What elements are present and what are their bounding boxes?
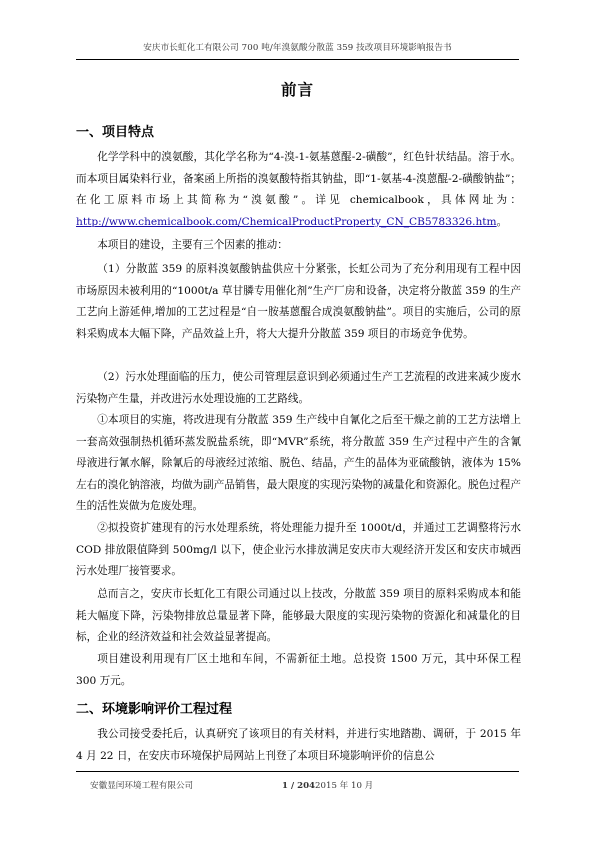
page-number: 1 / 204: [282, 781, 316, 791]
paragraph-drivers-intro: 本项目的建设，主要有三个因素的推动：: [97, 239, 288, 251]
header-divider: [76, 59, 519, 60]
footer-divider: [76, 771, 519, 772]
paragraph-definition: [76, 147, 521, 233]
paragraph-measure-2: ②拟投资扩建现有的污水处理系统，将处理能力提升至 1000t/d，并通过工艺调整将污水 COD 排放限值降到 500mg/l 以下，使企业污水排放满足安庆市大观经济开发区和安庆市城西污水处理厂接管要求。: [76, 522, 521, 578]
paragraph-driver-1: （1）分散蓝 359 的原料溴氨酸钠盐供应十分紧张，长虹公司为了充分利用现有工程中因市场原因未被利用的“1000t/a 草甘膦专用催化剂”生产厂房和设备，决定将分散蓝 359 的生产工艺向上游延伸,增加的工艺过程是“自一胺基蒽醌合成溴氨酸钠盐”。项目的实施后，公司的原料采购成本大幅下降，产品效益上升，将大大提升分散蓝 359 项目的市场竞争优势。: [76, 263, 521, 340]
paragraph-summary: 总而言之，安庆市长虹化工有限公司通过以上技改，分散蓝 359 项目的原料采购成本和能耗大幅度下降，污染物排放总量显著下降，能够最大限度的实现污染物的资源化和减量化的目标，企业的经济效益和社会效益显著提高。: [76, 588, 521, 644]
footer-date: 2015 年 10 月: [315, 781, 374, 791]
paragraph-driver-2: （2）污水处理面临的压力，使公司管理层意识到必须通过生产工艺流程的改进来减少废水污染物产生量，并改进污水处理设施的工艺路线。: [76, 371, 521, 405]
footer-page-info: [282, 779, 373, 791]
paragraph-investment: 项目建设利用现有厂区土地和车间，不需新征土地。总投资 1500 万元，其中环保工程 300 万元。: [76, 653, 521, 687]
page-title: 前言: [280, 80, 314, 99]
paragraph-measure-1: ①本项目的实施，将改进现有分散蓝 359 生产线中自氰化之后至干燥之前的工艺方法增上一套高效强制热机循环蒸发脱盐系统，即“MVR”系统，将分散蓝 359 生产过程中产生的含氰母液进行氰水解，除氰后的母液经过浓缩、脱色、结晶，产生的晶体为亚硫酸钠，液体为 15%左右的溴化钠溶液，均做为副产品销售，最大限度的实现污染物的减量化和资源化。脱色过程产生的活性炭做为危废处理。: [76, 414, 521, 513]
footer-company: 安徽显闰环境工程有限公司: [90, 781, 194, 791]
section-heading-project-features: 一、项目特点: [76, 125, 155, 140]
paragraph-eia-process: 我公司接受委托后，认真研究了该项目的有关材料，并进行实地踏勘、调研，于 2015 年 4 月 22 日，在安庆市环境保护局网站上刊登了本项目环境影响评价的信息公: [76, 728, 521, 762]
paragraph-definition-end: 。: [496, 215, 508, 228]
paragraph-definition-text: 化学学科中的溴氨酸，其化学名称为“4-溴-1-氨基蒽醌-2-磺酸”，红色针状结晶。溶于水。而本项目属染料行业，备案函上所指的溴氨酸特指其钠盐，即“1-氨基-4-溴蒽醌-2-磺酸钠盐”；在化工原料市场上其简称为“溴氨酸”。详见 chemicalbook，具体网址为：: [76, 151, 521, 207]
chemicalbook-link[interactable]: http://www.chemicalbook.com/ChemicalProductProperty_CN_CB5783326.htm: [76, 215, 497, 228]
running-header: 安庆市长虹化工有限公司 700 吨/年溴氨酸分散蓝 359 技改项目环境影响报告书: [143, 43, 452, 53]
section-heading-eia-process: 二、环境影响评价工程过程: [76, 702, 233, 717]
